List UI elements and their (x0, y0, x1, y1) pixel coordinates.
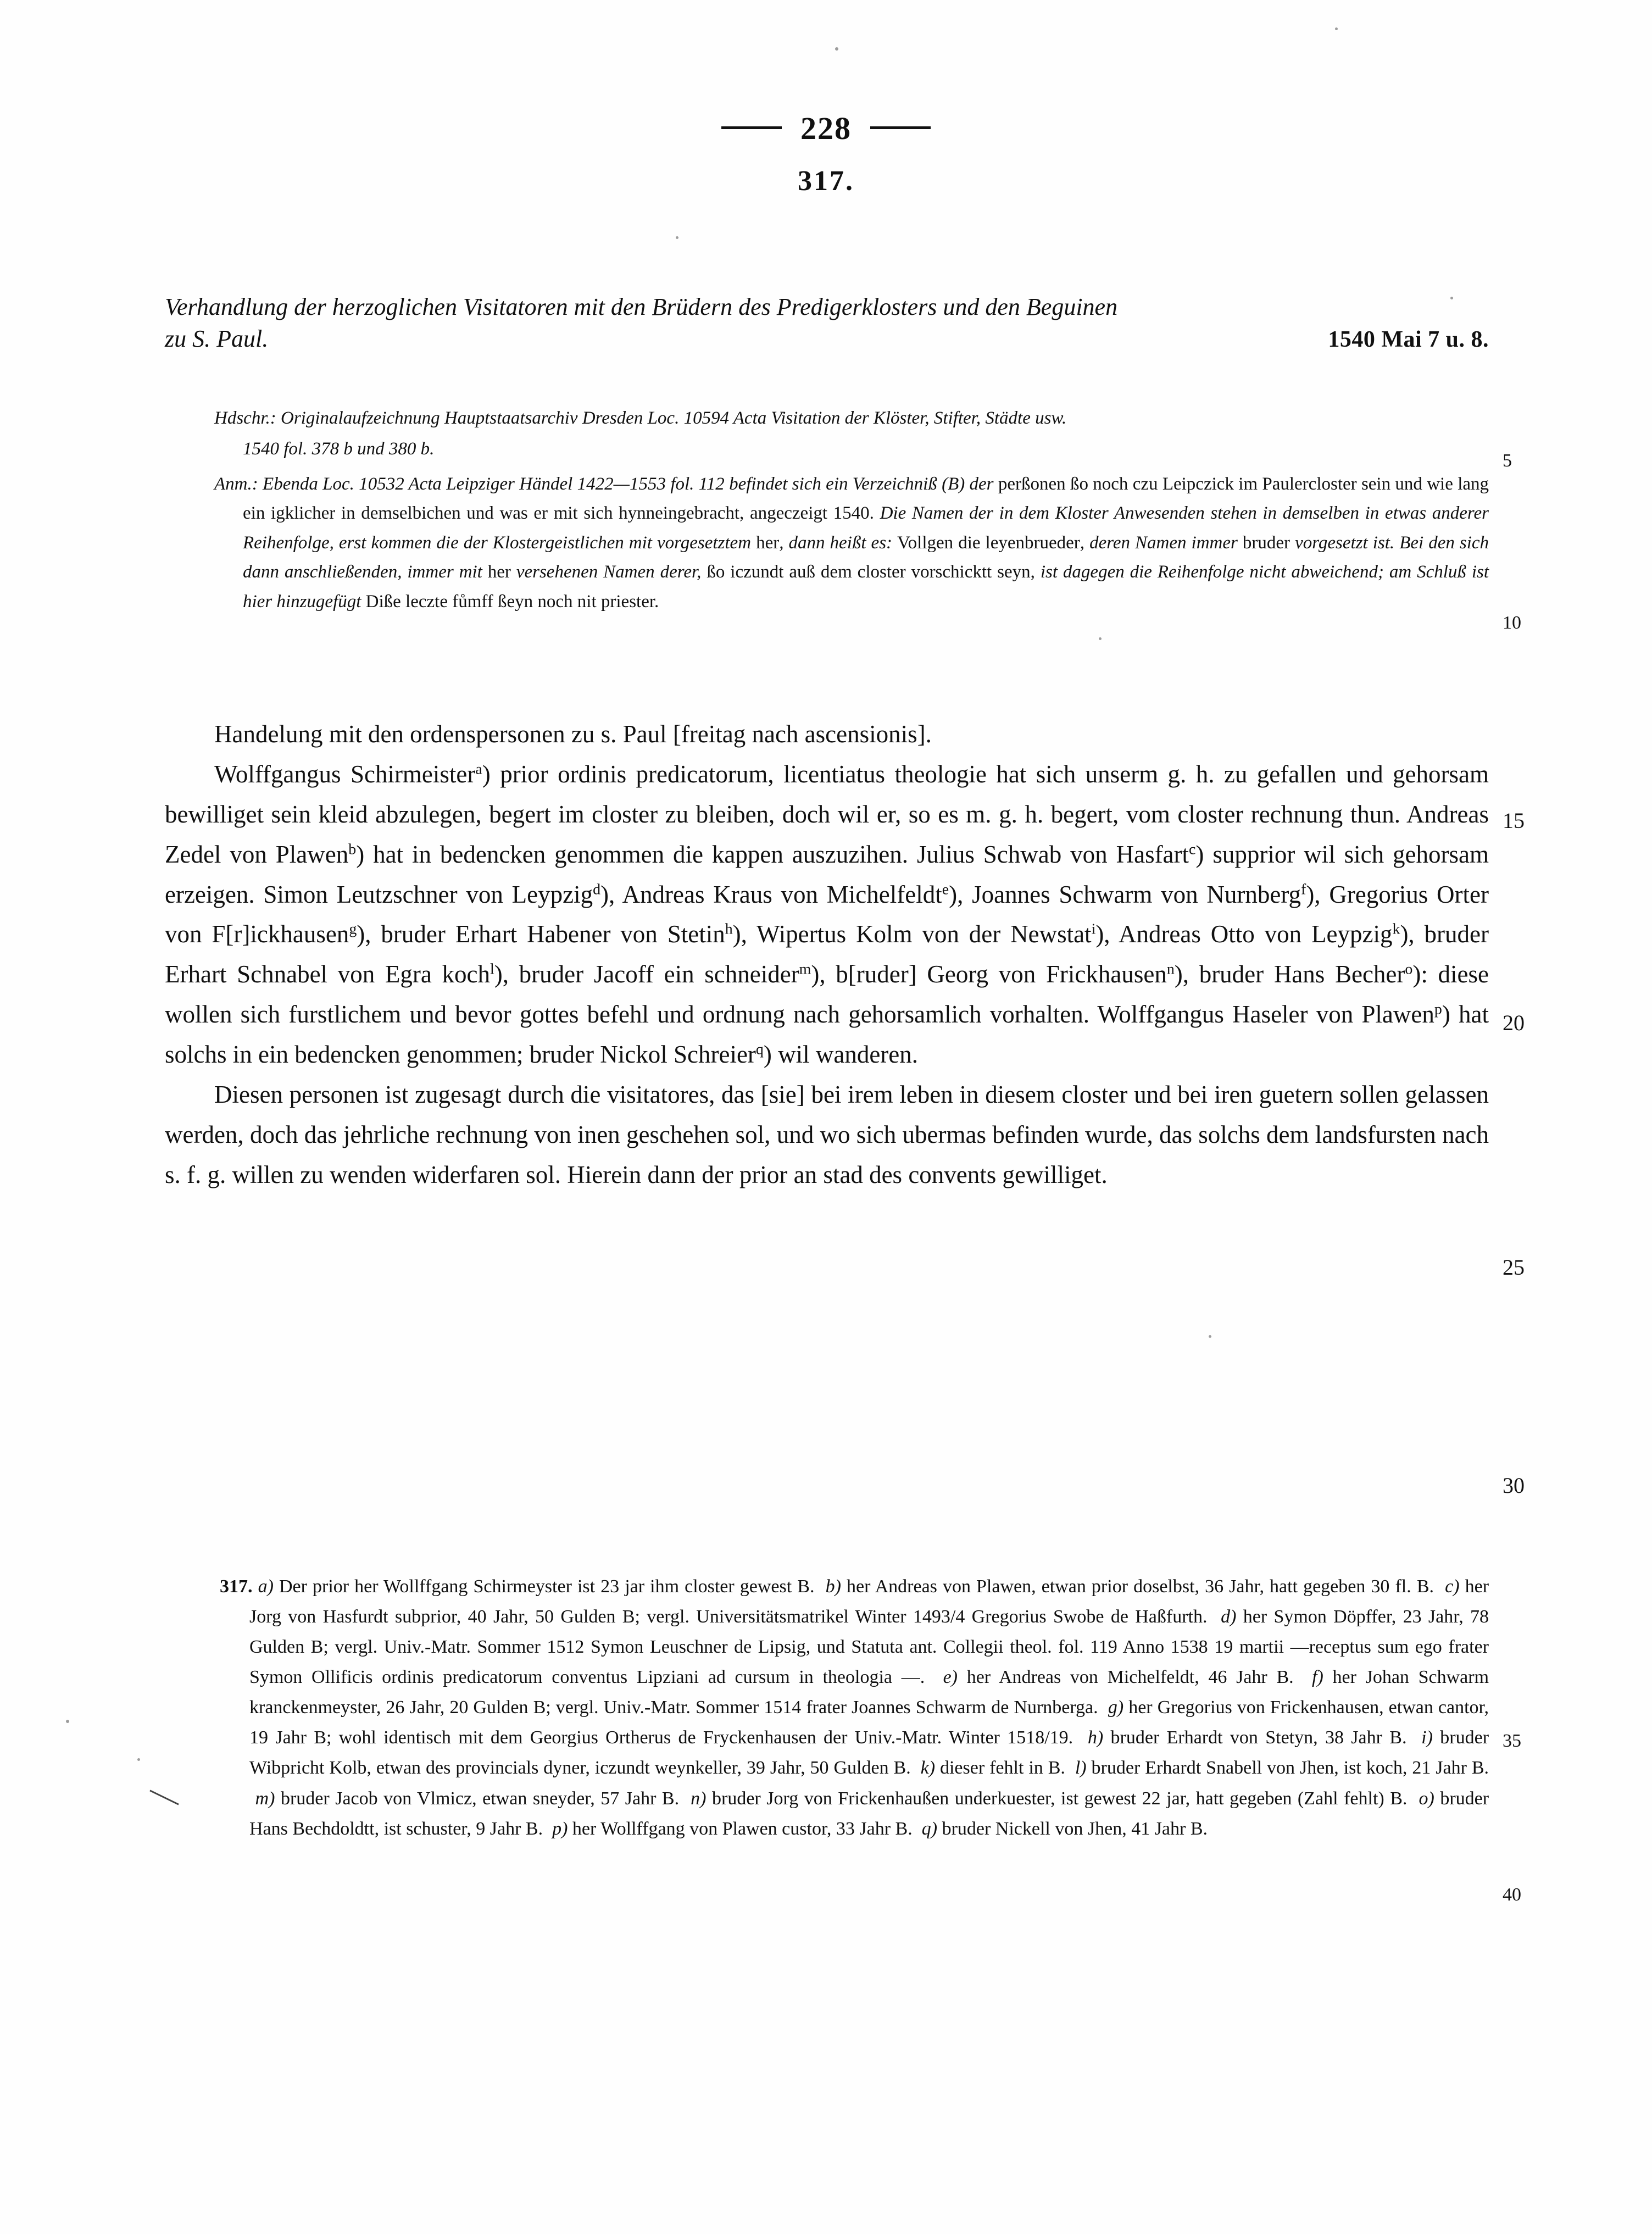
footnote-ref-d: d (593, 881, 601, 898)
footnote-key-b: b) (825, 1576, 841, 1597)
footnote-text-a: Der prior her Wollffgang Schirmeyster ist 23 jar ihm closter gewest B. (279, 1576, 815, 1597)
footnote-ref-g: g (349, 921, 357, 938)
bp2-t16: ) hat solchs in ein bedencken genommen; bruder Nickol Schreier (165, 1001, 1489, 1069)
footnote-text-k: dieser fehlt in B. (939, 1758, 1065, 1779)
footnote-text-l: bruder Erhardt Snabell von Jhen, ist koch, 21 Jahr B. (1091, 1758, 1489, 1779)
footnote-ref-f: f (1301, 881, 1306, 898)
footnote-text-b: her Andreas von Plawen, etwan prior doselbst, 36 Jahr, hatt gegeben 30 fl. B. (847, 1576, 1434, 1597)
bp2-t3: ) hat in bedencken genommen die kappen auszuzihen. Julius Schwab von Hasfart (356, 840, 1189, 868)
anm-upright-3d: her (487, 562, 511, 582)
page-number: 228 (800, 110, 852, 146)
footnote-key-d: d) (1221, 1607, 1237, 1627)
scan-speck (676, 236, 678, 239)
footnote-key-m: m) (255, 1788, 275, 1809)
scan-speck (137, 1758, 140, 1761)
bp2-t15: ): diese wollen sich furstlichem und bevor gottes befehl und ordnung nach gehorsamlich vorhalten. Wolffgangus Haseler von Plawen (165, 960, 1489, 1029)
scan-speck (66, 1720, 69, 1723)
footnote-section-number: 317. (220, 1576, 253, 1597)
footnote-key-n: n) (691, 1788, 707, 1809)
line-number-40: 40 (1503, 1885, 1521, 1905)
source-note-hdschr (214, 404, 1489, 433)
bp2-t17: ) wil wanderen. (763, 1041, 919, 1069)
scan-speck (1450, 297, 1453, 299)
footnote-text-h: bruder Erhardt von Stetyn, 38 Jahr B. (1110, 1727, 1407, 1748)
bp2-t7: ), Gregorius Orter von F[r]ickhausen (165, 880, 1489, 948)
line-number-20: 20 (1503, 1010, 1525, 1035)
bp2-t1: Wolffgangus Schirmeister (214, 760, 476, 788)
footnote-ref-c: c (1189, 841, 1196, 858)
footnote-run (220, 1571, 1489, 1844)
bp2-t4: ) supprior wil sich gehorsam erzeigen. Simon Leutzschner von Leypzig (165, 840, 1489, 908)
anm-upright-3b: Vollgen die leyenbrueder (897, 532, 1080, 553)
line-number-5: 5 (1503, 451, 1512, 471)
footnote-text-q: bruder Nickell von Jhen, 41 Jahr B. (942, 1818, 1208, 1839)
footnote-text-f: her Johan Schwarm kranckenmeyster, 26 Jahr, 20 Gulden B; vergl. Univ.-Matr. Sommer 1514 frater Joannes Schwarm de Nurnberga. (249, 1667, 1489, 1718)
footnote-ref-o: o (1405, 961, 1413, 978)
footnote-text-g: her Gregorius von Frickenhausen, etwan cantor, 19 Jahr B; wohl identisch mit dem Georgius Ortherus de Fryckenhausen der Univ.-Matr. Winter 1518/19. (249, 1697, 1489, 1748)
anm-italic-3b: , dann heißt es: (779, 532, 893, 553)
anm-line-1: Anm.: Ebenda Loc. 10532 Acta Leipziger Händel 1422—1553 fol. 112 befindet sich ein Verzeichniß (B) der (214, 474, 994, 494)
footnote-ref-h: h (725, 921, 733, 938)
body-paragraph-1: Handelung mit den ordenspersonen zu s. Paul [freitag nach ascensionis]. (214, 720, 932, 748)
footnote-ref-m: m (799, 961, 811, 978)
scan-speck (1099, 637, 1102, 640)
footnote-ref-n: n (1166, 961, 1175, 978)
anm-italic-3d: vorgesetzt ist. Bei den sich dann anschließenden, immer mit (243, 532, 1489, 582)
footnote-text-c: her Jorg von Hasfurdt subprior, 40 Jahr, 50 Gulden B; vergl. Universitätsmatrikel Winter 1493/4 Gregorius Swobe de Haßfurth. (249, 1576, 1489, 1627)
footnote-key-l: l) (1075, 1758, 1087, 1779)
bp2-t2: ) prior ordinis predicatorum, licentiatus theologie hat sich unserm g. h. zu gefallen und gehorsam bewilliget sein kleid abzulegen, begert im closter zu bleiben, doch wil er, so es m. g. h. begert, vom closter rechnung thun. Andreas Zedel von Plawen (165, 760, 1489, 868)
line-number-25: 25 (1503, 1255, 1525, 1280)
footnote-text-e: her Andreas von Michelfeldt, 46 Jahr B. (966, 1667, 1294, 1688)
footnote-ref-i: i (1091, 921, 1096, 938)
footnote-key-g: g) (1108, 1697, 1124, 1718)
bp2-t14: ), bruder Hans Becher (1174, 960, 1405, 988)
hdschr-cont-text: 1540 fol. 378 b und 380 b. (243, 439, 435, 459)
footnote-ref-a: a (475, 760, 482, 778)
anm-upright-4: ßo iczundt auß dem closter vorschicktt seyn, (707, 562, 1035, 582)
body-text (165, 714, 1489, 1195)
bp2-t9: ), Wipertus Kolm von der Newstat (732, 920, 1092, 948)
body-paragraph-2 (165, 754, 1489, 1075)
footnote-ref-e: e (942, 881, 949, 898)
source-note-hdschr-cont (214, 435, 1489, 464)
footnote-text-d: her Symon Döpffer, 23 Jahr, 78 Gulden B; vergl. Univ.-Matr. Sommer 1512 Symon Leuschner de Lipsig, und Statuta ant. Collegii theol. fol. 119 Anno 1538 19 martii —receptus sum ego frater Symon Ollificis ordinis predicatorum conventus Lipziani ad cursum in theologia —. (249, 1607, 1489, 1688)
footnote-key-i: i) (1421, 1727, 1433, 1748)
pen-mark (149, 1790, 179, 1805)
footnote-ref-k: k (1392, 921, 1400, 938)
anm-upright-5: Diße leczte fůmff ßeyn noch nit priester. (365, 591, 659, 612)
bp2-t11: ), bruder Erhart Schnabel von Egra koch (165, 920, 1489, 988)
running-head (0, 110, 1652, 147)
line-number-35: 35 (1503, 1731, 1521, 1751)
regest-date: 1540 Mai 7 u. 8. (1328, 327, 1489, 353)
bp2-t6: ), Joannes Schwarm von Nurnberg (949, 880, 1301, 908)
line-number-10: 10 (1503, 613, 1521, 633)
body-paragraph-3: Diesen personen ist zugesagt durch die visitatores, das [sie] bei irem leben in diesem closter und bei iren guetern sollen gelassen werden, doch das jehrliche rechnung von inen geschehen sol, und wo sich ubermas befinden wurde, das solchs dem landsfursten nach s. f. g. willen zu wenden widerfaren sol. Hierein dann der prior an stad des convents gewilliget. (165, 1081, 1489, 1188)
regest-line-2: zu S. Paul. (165, 325, 269, 353)
footnote-key-f: f) (1312, 1667, 1323, 1688)
source-note-block (214, 404, 1489, 618)
regest-line-1: Verhandlung der herzoglichen Visitatoren mit den Brüdern des Predigerklosters und den Beguinen (165, 293, 1118, 320)
scan-speck (1335, 27, 1338, 30)
anm-italic-3a: erst kommen die der Klostergeistlichen mit vorgesetztem (338, 532, 752, 553)
footnote-key-e: e) (943, 1667, 958, 1688)
scan-speck (835, 47, 838, 51)
footnote-key-h: h) (1087, 1727, 1104, 1748)
scan-speck (1209, 1335, 1211, 1338)
footnote-key-c: c) (1445, 1576, 1460, 1597)
anm-italic-4: ist dagegen die Reihenfolge nicht abweichend; am Schluß ist hier hinzugefügt (243, 562, 1489, 612)
bp2-t12: ), bruder Jacoff ein schneider (494, 960, 799, 988)
footnote-key-o: o) (1419, 1788, 1434, 1809)
bp2-t5: ), Andreas Kraus von Michelfeldt (600, 880, 942, 908)
anm-italic-3c: , deren Namen immer (1080, 532, 1238, 553)
footnote-ref-b: b (348, 841, 357, 858)
bp2-t8: ), bruder Erhart Habener von Stetin (357, 920, 725, 948)
anm-upright-2: perßonen ßo noch czu Leipczick im Paulercloster sein und wie lang ein igklicher in demselbichen und was er mit sich hynneingebracht, angeczeigt 1540. (243, 474, 1489, 524)
document-number: 317. (798, 165, 854, 197)
footnote-key-a: a) (258, 1576, 274, 1597)
footnote-text-i: bruder Wibpricht Kolb, etwan des provincials dyner, iczundt weynkeller, 39 Jahr, 50 Gulden B. (249, 1727, 1489, 1779)
anm-upright-3c: bruder (1242, 532, 1291, 553)
footnote-text-p: her Wollffgang von Plawen custor, 33 Jahr B. (572, 1818, 913, 1839)
footnote-block (220, 1571, 1489, 1844)
footnote-ref-p: p (1434, 1001, 1442, 1018)
anm-italic-3e: versehenen Namen derer, (516, 562, 702, 582)
footnote-ref-q: q (755, 1041, 764, 1058)
rule-right (870, 126, 931, 129)
bp2-t10: ), Andreas Otto von Leypzig (1095, 920, 1393, 948)
line-number-30: 30 (1503, 1473, 1525, 1498)
rule-left (721, 126, 782, 129)
anm-italic-2: Die Namen der in dem Kloster Anwesenden stehen in demselben in etwas anderer Reihenfolge, (243, 503, 1489, 553)
footnote-text-o: bruder Hans Bechdoldtt, ist schuster, 9 Jahr B. (249, 1788, 1489, 1839)
regest-line-2-row (165, 323, 1489, 355)
hdschr-text: Hdschr.: Originalaufzeichnung Hauptstaatsarchiv Dresden Loc. 10594 Acta Visitation der Klöster, Stifter, Städte usw. (214, 408, 1067, 428)
footnote-ref-l: l (490, 961, 494, 978)
line-number-15: 15 (1503, 808, 1525, 833)
anm-upright-3a: her (756, 532, 780, 553)
footnote-key-q: q) (921, 1818, 938, 1839)
footnote-text-n: bruder Jorg von Frickenhaußen underkuester, ist gewest 22 jar, hatt gegeben (Zahl fehlt) B. (712, 1788, 1408, 1809)
footnote-key-k: k) (920, 1758, 936, 1779)
bp2-t13: ), b[ruder] Georg von Frickhausen (811, 960, 1167, 988)
footnote-key-p: p) (552, 1818, 568, 1839)
footnote-text-m: bruder Jacob von Vlmicz, etwan sneyder, 57 Jahr B. (280, 1788, 680, 1809)
source-note-anm (214, 470, 1489, 616)
regest (165, 291, 1489, 355)
